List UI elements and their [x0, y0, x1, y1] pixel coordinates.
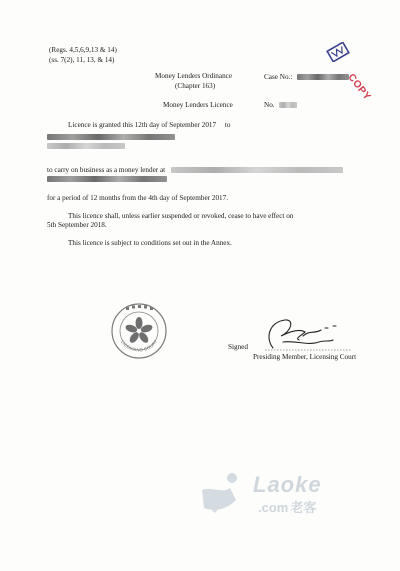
period-text: for a period of 12 months from the 4th day of September 2017.	[47, 194, 229, 202]
effect-text-line-2: 5th September 2018.	[47, 221, 107, 229]
watermark-domain: .com 老客	[258, 500, 317, 515]
laoke-logo-icon	[196, 470, 252, 514]
copy-stamp: COPY	[345, 72, 373, 103]
conditions-text: This licence is subject to conditions set out in the Annex.	[68, 239, 232, 247]
licence-number-label: No.	[264, 101, 297, 110]
case-number-label: Case No.:	[264, 73, 349, 82]
licence-title: Money Lenders Licence	[163, 101, 233, 109]
stamp-logo-icon	[325, 42, 351, 62]
licensee-name-redacted	[47, 134, 175, 149]
effect-text-line-1: This licence shall, unless earlier suspended or revoked, cease to have effect on	[68, 212, 294, 220]
licence-number-redacted	[279, 102, 297, 108]
ordinance-chapter: (Chapter 163)	[175, 82, 216, 90]
watermark-brand: Laoke	[253, 472, 322, 497]
signature-icon	[255, 312, 355, 356]
regs-line-2: (ss. 7(2), 11, 13, & 14)	[49, 56, 115, 64]
business-text: to carry on business as a money lender at	[47, 166, 343, 175]
svg-text:LICENSING COURT	[120, 339, 158, 353]
official-seal-icon	[110, 302, 168, 360]
ordinance-title: Money Lenders Ordinance	[155, 72, 233, 80]
signatory-role: Presiding Member, Licensing Court	[253, 353, 357, 361]
seal-text: LICENSING COURT	[120, 338, 159, 353]
signed-label: Signed	[228, 343, 248, 351]
granted-text: Licence is granted this 12th day of September 2017 to	[68, 121, 231, 129]
case-number-redacted	[297, 74, 349, 80]
address-line-1-redacted	[171, 167, 343, 173]
regs-line-1: (Regs. 4,5,6,9,13 & 14)	[49, 46, 117, 54]
address-line-2-redacted	[47, 176, 167, 182]
